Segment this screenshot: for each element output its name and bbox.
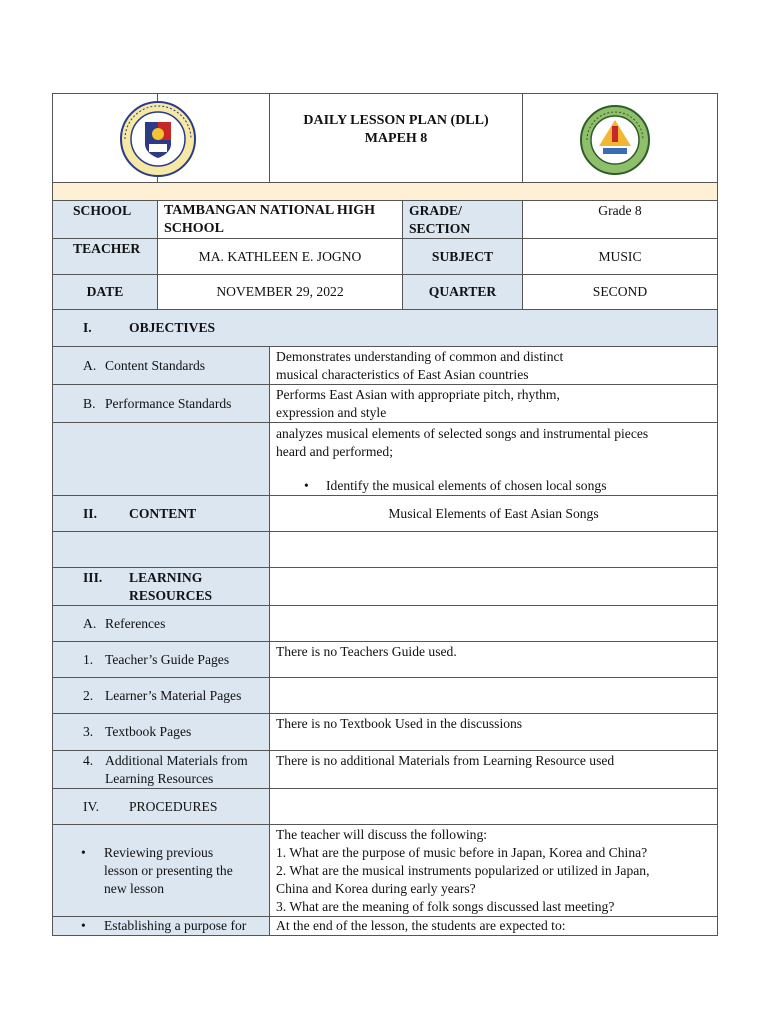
additional-materials-line-1: Additional Materials from (105, 753, 248, 768)
learning-resources-heading (53, 568, 270, 606)
content-standards-line-1: Demonstrates understanding of common and distinct (276, 349, 564, 364)
lesson-plan-document (52, 93, 717, 936)
date-label: DATE (53, 275, 158, 310)
document-title (270, 94, 523, 183)
performance-standards-line-2: expression and style (276, 405, 387, 420)
subject-label: SUBJECT (403, 239, 523, 275)
school-logo-cell (523, 94, 718, 183)
review-lesson-label (53, 825, 270, 917)
grade-label-line-1: GRADE/ (409, 203, 462, 218)
purpose-bullet-icon: • (81, 918, 86, 933)
review-line-5: 3. What are the meaning of folk songs discussed last meeting? (276, 899, 615, 914)
quarter-value: SECOND (523, 275, 718, 310)
content-standards-text: Content Standards (105, 357, 206, 373)
content-standards-num: A. (83, 357, 97, 373)
purpose-value: At the end of the lesson, the students are expected to: (270, 917, 718, 936)
learning-resources-num: III. (83, 570, 103, 585)
objectives-heading (53, 310, 718, 347)
performance-standards-line-1: Performs East Asian with appropriate pitch, rhythm, (276, 387, 560, 402)
teachers-guide-value: There is no Teachers Guide used. (270, 642, 718, 678)
content-heading (53, 496, 270, 532)
competency-line-1: analyzes musical elements of selected songs and instrumental pieces (276, 426, 649, 441)
references-value (270, 606, 718, 642)
content-standards-label (53, 347, 270, 385)
textbook-value: There is no Textbook Used in the discussions (270, 714, 718, 751)
review-label-line-3: new lesson (104, 880, 165, 896)
grade-section-label (403, 201, 523, 239)
teacher-value: MA. KATHLEEN E. JOGNO (158, 239, 403, 275)
review-line-3: 2. What are the musical instruments popularized or utilized in Japan, (276, 863, 650, 878)
header-band (53, 183, 718, 201)
teachers-guide-text: Teacher’s Guide Pages (105, 651, 230, 667)
performance-standards-num: B. (83, 395, 96, 411)
review-bullet-icon: • (81, 844, 86, 860)
review-line-1: The teacher will discuss the following: (276, 827, 488, 842)
objectives-title: OBJECTIVES (129, 320, 216, 335)
purpose-label-text: Establishing a purpose for (104, 918, 247, 933)
procedures-num: IV. (83, 798, 99, 814)
competency-bullet-item (276, 477, 717, 495)
learners-material-label (53, 678, 270, 714)
additional-materials-num: 4. (83, 753, 94, 768)
school-value-line-1: TAMBANGAN NATIONAL HIGH (164, 203, 376, 218)
procedures-value (270, 789, 718, 825)
content-standards-value (270, 347, 718, 385)
textbook-num: 3. (83, 724, 94, 739)
deped-logo-cell (53, 94, 158, 183)
title-line-1: DAILY LESSON PLAN (DLL) (303, 113, 489, 128)
quarter-label: QUARTER (403, 275, 523, 310)
review-line-2: 1. What are the purpose of music before in Japan, Korea and China? (276, 845, 648, 860)
learning-resources-value (270, 568, 718, 606)
textbook-text: Textbook Pages (105, 724, 192, 739)
empty-label-cell (53, 532, 270, 568)
grade-section-value: Grade 8 (523, 201, 718, 239)
review-label-line-1: Reviewing previous (104, 844, 214, 860)
learners-material-text: Learner’s Material Pages (105, 687, 242, 703)
school-seal-icon (579, 104, 651, 176)
teachers-guide-num: 1. (83, 651, 94, 667)
references-label (53, 606, 270, 642)
additional-materials-label (53, 751, 270, 789)
content-title: CONTENT (129, 505, 197, 521)
additional-materials-line-2: Learning Resources (105, 771, 214, 786)
objectives-num: I. (83, 320, 92, 335)
content-num: II. (83, 505, 97, 521)
competency-line-2: heard and performed; (276, 444, 394, 459)
performance-standards-value (270, 385, 718, 423)
competency-bullet-text: Identify the musical elements of chosen local songs (326, 478, 607, 493)
performance-standards-text: Performance Standards (105, 395, 232, 411)
school-value (158, 201, 403, 239)
review-line-4: China and Korea during early years? (276, 881, 476, 896)
references-num: A. (83, 615, 97, 631)
references-text: References (105, 615, 166, 631)
teachers-guide-label (53, 642, 270, 678)
learning-resources-title-line-1: LEARNING (129, 570, 203, 585)
review-label-line-2: lesson or presenting the (104, 862, 233, 878)
procedures-heading (53, 789, 270, 825)
school-label: SCHOOL (53, 201, 158, 239)
purpose-label (53, 917, 270, 936)
grade-label-line-2: SECTION (409, 221, 471, 236)
competency-value (270, 423, 718, 496)
review-lesson-value (270, 825, 718, 917)
teacher-label: TEACHER (53, 239, 158, 275)
performance-standards-label (53, 385, 270, 423)
learners-material-value (270, 678, 718, 714)
learners-material-num: 2. (83, 687, 94, 703)
content-standards-line-2: musical characteristics of East Asian countries (276, 367, 529, 382)
content-value: Musical Elements of East Asian Songs (270, 496, 718, 532)
additional-materials-value: There is no additional Materials from Learning Resource used (270, 751, 718, 789)
competency-label-cell (53, 423, 270, 496)
procedures-title: PROCEDURES (129, 798, 218, 814)
lesson-plan-table (52, 93, 718, 936)
date-value: NOVEMBER 29, 2022 (158, 275, 403, 310)
bullet-icon: • (304, 478, 309, 493)
subject-value: MUSIC (523, 239, 718, 275)
school-value-line-2: SCHOOL (164, 221, 224, 236)
textbook-label (53, 714, 270, 751)
learning-resources-title-line-2: RESOURCES (129, 588, 213, 603)
title-line-2: MAPEH 8 (364, 131, 428, 146)
deped-seal-icon (119, 100, 197, 178)
empty-value-cell (270, 532, 718, 568)
